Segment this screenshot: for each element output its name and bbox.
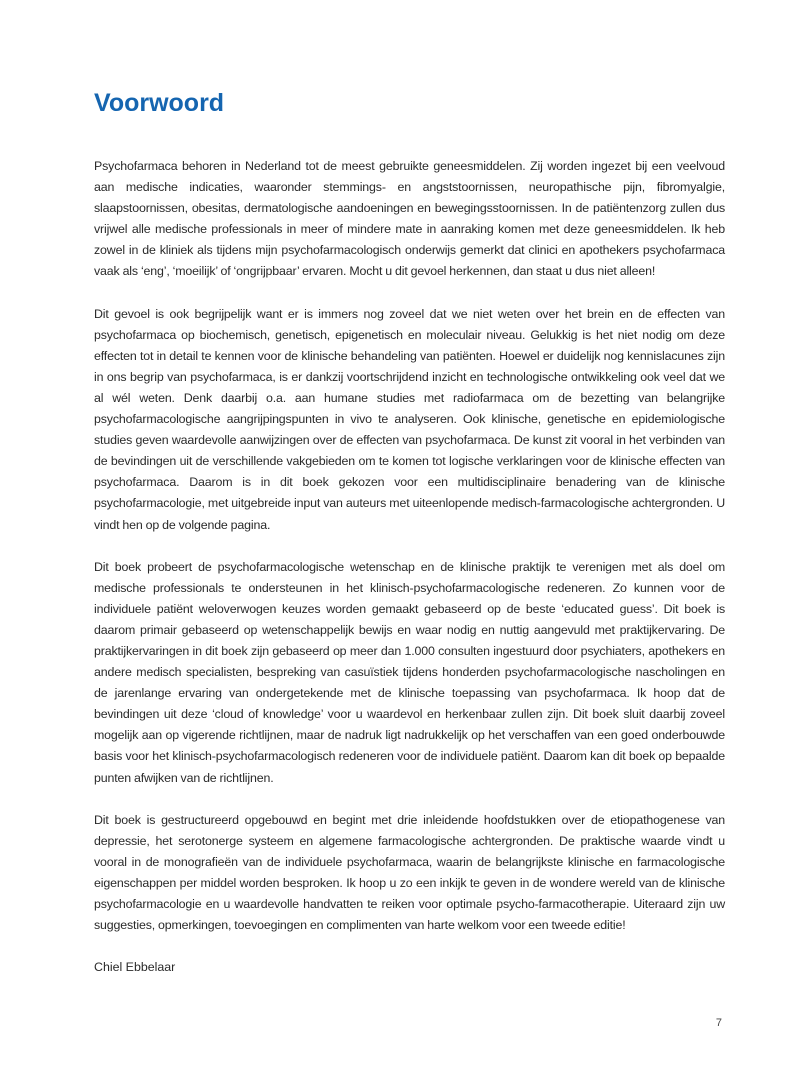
page-title: Voorwoord xyxy=(94,89,225,117)
paragraph-3: Dit boek probeert de psychofarmacologische wetenschap en de klinische praktijk te verenigen met als doel om medische professionals te ondersteunen in het klinisch-psychofarmacologische redeneren. Zo kunnen voor de individuele patiënt weloverwogen keuzes worden gemaakt gebaseerd op de beste ‘educated guess’. Dit boek is daarom primair gebaseerd op wetenschappelijk bewijs en waar nodig en nuttig aangevuld met praktijkervaring. De praktijkervaringen in dit boek zijn gebaseerd op meer dan 1.000 consulten ingestuurd door psychiaters, apothekers en andere medisch specialisten, bespreking van casuïstiek tijdens honderden psychofarmacologische nascholingen en de jarenlange ervaring van ondergetekende met de klinische toepassing van psychofarmaca. Ik hoop dat de bevindingen uit deze ‘cloud of knowledge’ voor u waardevol en herkenbaar zullen zijn. Dit boek sluit daarbij zoveel mogelijk aan op vigerende richtlijnen, maar de nadruk ligt nadrukkelijk op het verschaffen van een goed onderbouwde basis voor het klinisch-psychofarmacologisch redeneren voor de individuele patiënt. Daarom kan dit boek op bepaalde punten afwijken van de richtlijnen. xyxy=(94,559,725,785)
document-page xyxy=(94,86,725,978)
paragraph-4: Dit boek is gestructureerd opgebouwd en begint met drie inleidende hoofdstukken over de etiopathogenese van depressie, het serotonerge systeem en algemene farmacologische achtergronden. De praktische waarde vindt u vooral in de monografieën van de individuele psychofarmaca, waarin de belangrijkste klinische en farmacologische eigenschappen per middel worden besproken. Ik hoop u zo een inkijk te geven in de wondere wereld van de klinische psychofarmacologie en u waardevolle handvatten te reiken voor optimale psycho-farmacotherapie. Uiteraard zijn uw suggesties, opmerkingen, toevoegingen en complimenten van harte welkom voor een tweede editie! xyxy=(94,812,725,933)
author-signature: Chiel Ebbelaar xyxy=(94,960,176,975)
page-number: 7 xyxy=(715,1017,722,1029)
paragraph-2: Dit gevoel is ook begrijpelijk want er is immers nog zoveel dat we niet weten over het brein en de effecten van psychofarmaca op biochemisch, genetisch, epigenetisch en moleculair niveau. Gelukkig is het niet nodig om deze effecten tot in detail te kennen voor de klinische behandeling van patiënten. Hoewel er duidelijk nog kennislacunes zijn in ons begrip van psychofarmaca, is er dankzij voortschrijdend inzicht en technologische ontwikkeling ook veel dat we al wél weten. Denk daarbij o.a. aan humane studies met radiofarmaca om de bezetting van belangrijke psychofarmacologische aangrijpingspunten in vivo te analyseren. Ook klinische, genetische en epidemiologische studies geven waardevolle aanwijzingen over de effecten van psychofarmaca. De kunst zit vooral in het verbinden van de bevindingen uit de verschillende vakgebieden om te komen tot logische verklaringen voor de klinische effecten van psychofarmaca. Daarom is in dit boek gekozen voor een multidisciplinaire benadering van de klinische psychofarmacologie, met uitgebreide input van auteurs met uiteenlopende medisch-farmacologische achtergronden. U vindt hen op de volgende pagina. xyxy=(94,306,725,532)
paragraph-1: Psychofarmaca behoren in Nederland tot de meest gebruikte geneesmiddelen. Zij worden ingezet bij een veelvoud aan medische indicaties, waaronder stemmings- en angststoornissen, neuropathische pijn, fibromyalgie, slaapstoornissen, obesitas, dermatologische aandoeningen en bewegingsstoornissen. In de patiëntenzorg zullen dus vrijwel alle medische professionals in meer of mindere mate in aanraking komen met deze geneesmiddelen. Ik heb zowel in de kliniek als tijdens mijn psychofarmacologisch onderwijs gemerkt dat clinici en apothekers psychofarmaca vaak als ‘eng’, ‘moeilijk’ of ‘ongrijpbaar’ ervaren. Mocht u dit gevoel herkennen, dan staat u dus niet alleen! xyxy=(94,159,725,279)
